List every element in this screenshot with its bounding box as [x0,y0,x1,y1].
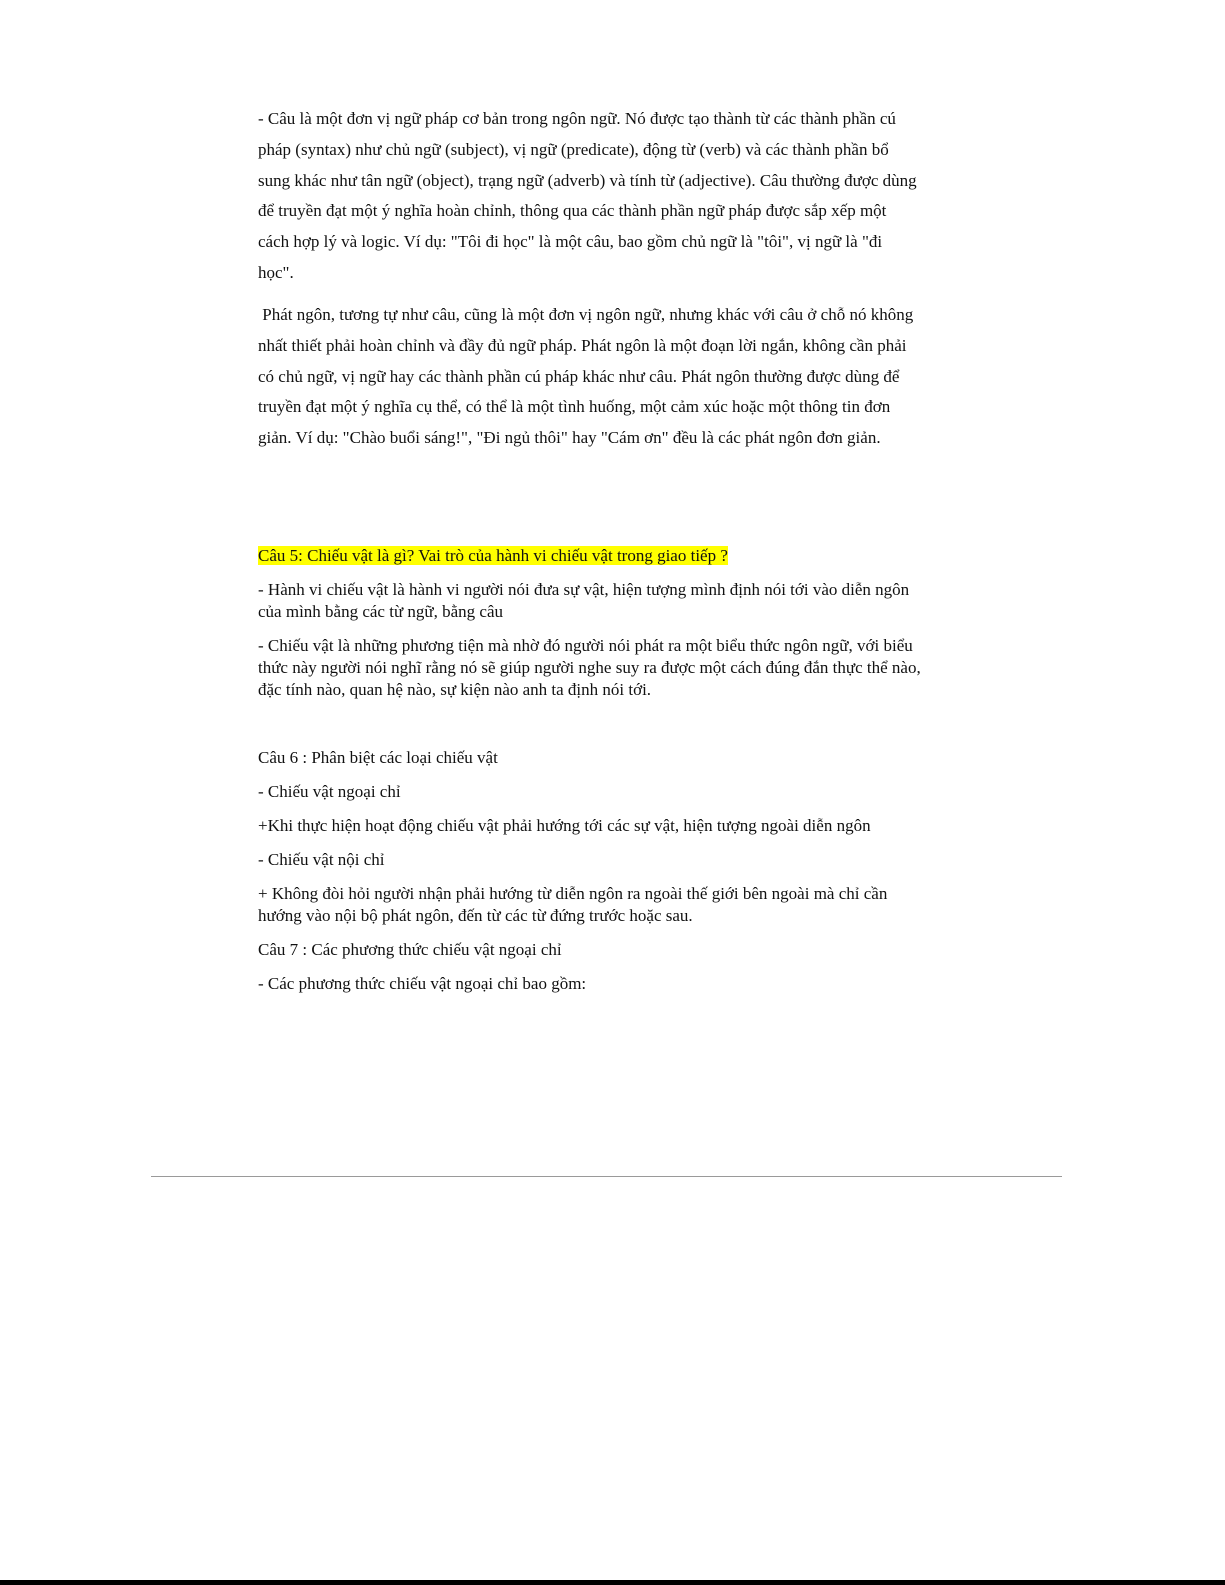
text-line: để truyền đạt một ý nghĩa hoàn chỉnh, thông qua các thành phần ngữ pháp được sắp xếp một [258,201,887,221]
text-line: nhất thiết phải hoàn chỉnh và đầy đủ ngữ pháp. Phát ngôn là một đoạn lời ngắn, không cần phải [258,335,907,355]
text-line: sung khác như tân ngữ (object), trạng ngữ (adverb) và tính từ (adjective). Câu thường được dùng [258,170,917,190]
question-5-answer-2 [258,635,968,701]
bottom-edge-bar [0,1580,1225,1585]
text-line: đặc tính nào, quan hệ nào, sự kiện nào anh ta định nói tới. [258,680,652,699]
text-line: - Câu là một đơn vị ngữ pháp cơ bản trong ngôn ngữ. Nó được tạo thành từ các thành phần cú [258,109,896,128]
text-line: hướng vào nội bộ phát ngôn, đến từ các từ đứng trước hoặc sau. [258,906,693,925]
text-line: Phát ngôn, tương tự như câu, cũng là một đơn vị ngôn ngữ, nhưng khác với câu ở chỗ nó không [258,305,914,324]
paragraph-phat-ngon [258,300,968,454]
text-line: học". [258,262,294,282]
text-line: - Chiếu vật là những phương tiện mà nhờ đó người nói phát ra một biểu thức ngôn ngữ, với biểu [258,636,913,655]
question-5-heading [258,545,968,567]
text-line: - Hành vi chiếu vật là hành vi người nói đưa sự vật, hiện tượng mình định nói tới vào diễn ngôn [258,580,910,599]
question-6-item-1: - Chiếu vật ngoại chỉ [258,782,401,801]
question-7-item-1: - Các phương thức chiếu vật ngoại chỉ bao gồm: [258,974,587,993]
question-5-answer-1 [258,579,968,623]
page-divider [151,1176,1062,1177]
question-7-heading: Câu 7 : Các phương thức chiếu vật ngoại chỉ [258,940,562,959]
text-line: truyền đạt một ý nghĩa cụ thể, có thể là một tình huống, một cảm xúc hoặc một thông tin đơn [258,397,891,417]
question-6-item-2: - Chiếu vật nội chỉ [258,850,385,869]
text-line: có chủ ngữ, vị ngữ hay các thành phần cú pháp khác như câu. Phát ngôn thường được dùng để [258,366,900,386]
text-line: cách hợp lý và logic. Ví dụ: "Tôi đi học" là một câu, bao gồm chủ ngữ là "tôi", vị ngữ là "đi [258,232,883,252]
question-6-item-2-detail [258,883,968,927]
text-line: thức này người nói nghĩ rằng nó sẽ giúp người nghe suy ra được một cách đúng đắn thực thể nào, [258,658,921,677]
text-line: của mình bằng các từ ngữ, bằng câu [258,602,504,621]
question-6-heading: Câu 6 : Phân biệt các loại chiếu vật [258,748,498,767]
text-line: giản. Ví dụ: "Chào buổi sáng!", "Đi ngủ thôi" hay "Cám ơn" đều là các phát ngôn đơn giản. [258,428,881,448]
text-line: pháp (syntax) như chủ ngữ (subject), vị ngữ (predicate), động từ (verb) và các thành phần bổ [258,139,889,159]
paragraph-cau [258,104,968,289]
question-6-item-1-detail: +Khi thực hiện hoạt động chiếu vật phải hướng tới các sự vật, hiện tượng ngoài diễn ngôn [258,816,871,835]
highlighted-question-title: Câu 5: Chiếu vật là gì? Vai trò của hành vi chiếu vật trong giao tiếp ? [258,546,728,565]
text-line: + Không đòi hỏi người nhận phải hướng từ diễn ngôn ra ngoài thế giới bên ngoài mà chỉ cần [258,884,888,903]
